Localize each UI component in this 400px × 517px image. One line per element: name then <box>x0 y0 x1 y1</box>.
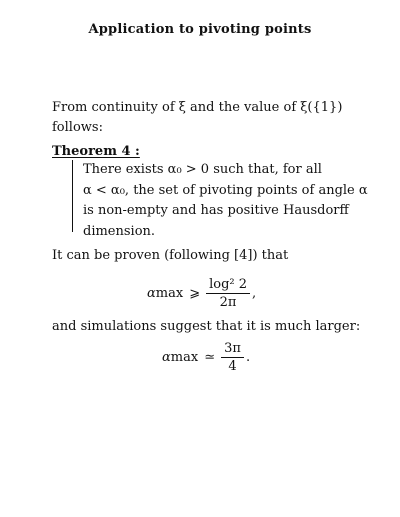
intro-paragraph <box>52 98 372 138</box>
equation-punctuation: , <box>252 286 257 301</box>
alpha-symbol: α <box>147 286 156 301</box>
alpha-symbol: α <box>162 350 171 365</box>
equation-lhs <box>162 350 198 365</box>
equation-punctuation: . <box>245 350 251 365</box>
max-label: max <box>155 286 184 301</box>
alpha-max-estimate-equation <box>162 340 250 375</box>
proven-paragraph: It can be proven (following [4]) that <box>52 248 289 263</box>
fraction-denominator: 2π <box>219 295 237 310</box>
intro-line-1: From continuity of ξ and the value of ξ({1}) <box>52 100 343 115</box>
fraction-numerator: log² 2 <box>206 276 250 294</box>
max-label: max <box>170 350 199 365</box>
fraction-denominator: 4 <box>228 359 237 374</box>
fraction <box>206 276 250 311</box>
intro-line-2: follows: <box>52 120 103 135</box>
theorem-line-2: α < α₀, the set of pivoting points of angle α <box>83 182 368 198</box>
theorem-heading: Theorem 4 : <box>52 144 140 159</box>
slide-title: Application to pivoting points <box>88 22 312 37</box>
fraction <box>221 340 244 375</box>
theorem-statement <box>72 160 373 239</box>
theorem-line-1: There exists α₀ > 0 such that, for all <box>83 162 322 177</box>
fraction-numerator: 3π <box>221 340 244 358</box>
equation-lhs <box>147 286 183 301</box>
simulations-paragraph: and simulations suggest that it is much larger: <box>52 319 361 334</box>
alpha-max-lower-bound-equation <box>147 276 256 311</box>
theorem-line-3: is non-empty and has positive Hausdorff <box>83 203 349 218</box>
theorem-line-4: dimension. <box>83 223 156 239</box>
approx-symbol: ≃ <box>204 350 216 365</box>
geq-symbol: ⩾ <box>189 286 201 301</box>
